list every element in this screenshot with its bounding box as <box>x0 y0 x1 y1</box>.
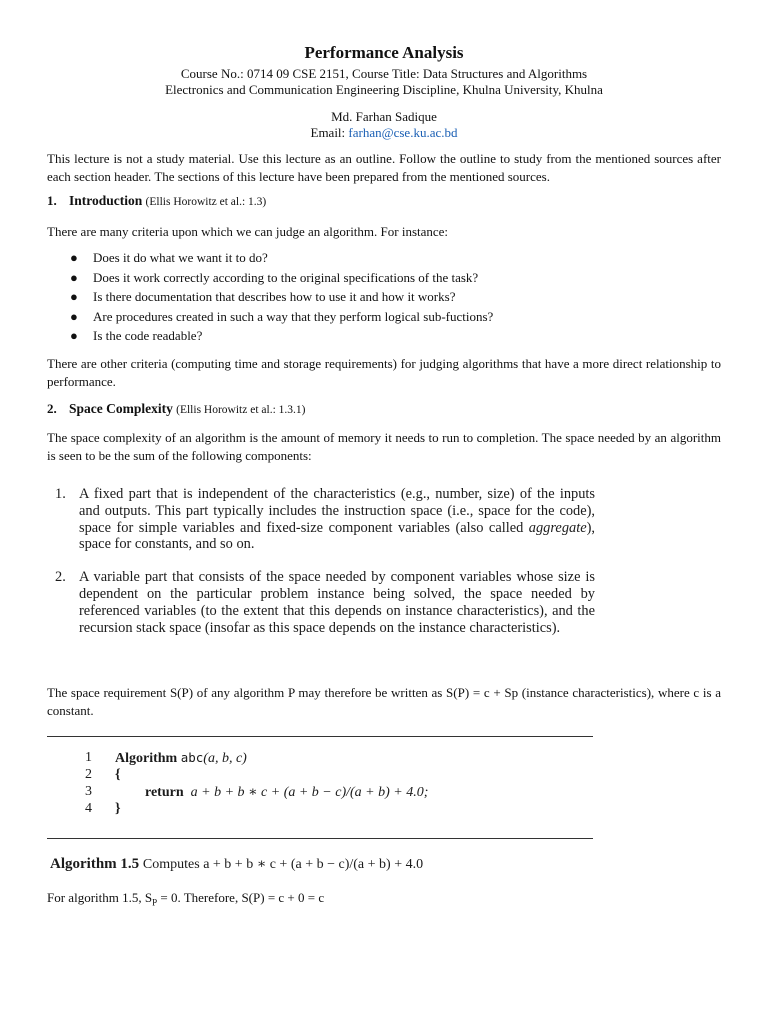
line-number: 2 <box>85 767 92 782</box>
section-closing: There are other criteria (computing time and storage requirements) for judging algorithms that have a more direct relationship to performance. <box>47 356 721 389</box>
section-source: (Ellis Horowitz et al.: 1.3.1) <box>176 404 306 416</box>
author-name: Md. Farhan Sadique <box>331 109 437 124</box>
section-number: 1. <box>47 193 57 208</box>
section-lead: The space complexity of an algorithm is the amount of memory it needs to run to completion. The space needed by an algorithm is seen to be the sum of the following components: <box>47 430 721 463</box>
email-label: Email: <box>310 125 349 140</box>
list-item: ● Does it do what we want it to do? <box>70 248 710 268</box>
section-heading-space-complexity <box>47 401 305 417</box>
list-item: ● Is the code readable? <box>70 326 710 346</box>
divider-bottom <box>47 838 593 839</box>
discipline-line: Electronics and Communication Engineering Discipline, Khulna University, Khulna <box>165 82 603 97</box>
criteria-list <box>70 248 710 346</box>
algorithm-listing <box>78 750 598 822</box>
list-item: ● Are procedures created in such a way that they perform logical sub-fuctions? <box>70 307 710 327</box>
divider-top <box>47 736 593 737</box>
components-list <box>55 486 595 636</box>
final-line: For algorithm 1.5, $S_P = 0$. Therefore, S(P) = c + 0 = c <box>47 890 325 908</box>
email-line <box>0 125 768 141</box>
list-item: ● Is there documentation that describes how to use it and how it works? <box>70 287 710 307</box>
item-number: 2. <box>55 569 66 586</box>
return-keyword: return <box>145 785 184 800</box>
algorithm-caption <box>50 856 423 873</box>
list-item: 1. A fixed part that is independent of the characteristics (e.g., number, size) of the inputs and outputs. This part typically includes the instruction space (i.e., space for the code), space for simple variables and fixed-size component variables (also called aggregate), space for constants, and so on. <box>55 486 595 553</box>
return-expression: a + b + b ∗ c + (a + b − c)/(a + b) + 4.0; <box>190 785 429 800</box>
caption-text: Computes a + b + b ∗ c + (a + b − c)/(a + b) + 4.0 <box>142 857 424 872</box>
section-source: (Ellis Horowitz et al.: 1.3) <box>145 196 267 208</box>
bullet-icon: ● <box>70 308 78 324</box>
bullet-icon: ● <box>70 289 78 304</box>
page-title: Performance Analysis <box>304 43 464 62</box>
caption-label: Algorithm 1.5 <box>50 856 140 872</box>
intro-note: This lecture is not a study material. Use this lecture as an outline. Follow the outline to study from the mentioned sources after each section header. The sections of this lecture have been prepared from the mentioned sources. <box>47 151 721 184</box>
open-brace: { <box>115 767 121 782</box>
section-lead: There are many criteria upon which we can judge an algorithm. For instance: <box>47 224 449 239</box>
section-title: Introduction <box>69 193 143 208</box>
line-number: 3 <box>85 784 92 799</box>
line-number: 4 <box>85 801 92 816</box>
section-heading-introduction <box>47 193 266 209</box>
section-number: 2. <box>47 401 57 416</box>
bullet-icon: ● <box>70 328 78 343</box>
bullet-icon: ● <box>70 250 78 265</box>
list-item: ● Does it work correctly according to the original specifications of the task? <box>70 268 710 288</box>
course-line: Course No.: 0714 09 CSE 2151, Course Title: Data Structures and Algorithms <box>180 66 588 81</box>
section-title: Space Complexity <box>69 401 173 416</box>
close-brace: } <box>115 801 121 816</box>
item-number: 1. <box>55 486 66 502</box>
line-number: 1 <box>85 750 92 765</box>
space-requirement: The space requirement S(P) of any algorithm P may therefore be written as S(P) = c + Sp (instance characteristics), where c is a constant. <box>47 685 721 718</box>
algorithm-keyword: Algorithm <box>115 751 178 766</box>
algorithm-params: (a, b, c) <box>203 751 247 766</box>
list-item: 2. A variable part that consists of the space needed by component variables whose size is dependent on the particular problem instance being solved, the space needed by referenced variables (to the extent that this depends on instance characteristics), and the recursion stack space (insofar as this space depends on the instance characteristics). <box>55 569 595 636</box>
email-link[interactable]: farhan@cse.ku.ac.bd <box>348 125 458 140</box>
algorithm-name: abc <box>180 750 204 765</box>
bullet-icon: ● <box>70 269 78 285</box>
